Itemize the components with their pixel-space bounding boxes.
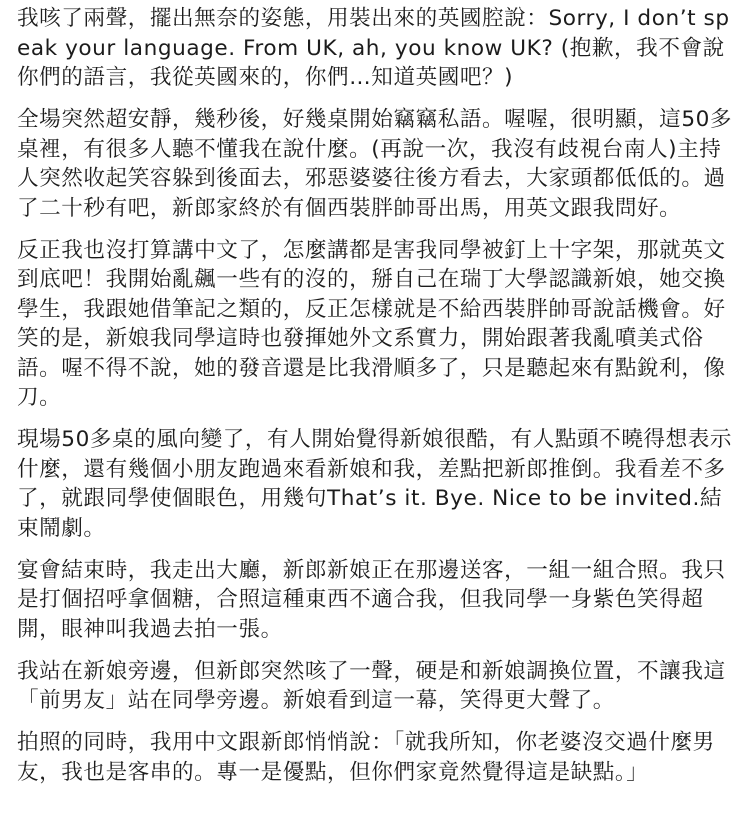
paragraph-7: 拍照的同時，我用中文跟新郎悄悄說：「就我所知，你老婆沒交過什麼男友，我也是客串的。專一是優點，但你們家竟然覺得這是缺點。」 bbox=[17, 730, 715, 785]
paragraph-2: 全場突然超安靜，幾秒後，好幾桌開始竊竊私語。喔喔，很明顯，這50多桌裡，有很多人聽不懂我在說什麼。(再說一次，我沒有歧視台南人)主持人突然收起笑容躲到後面去，邪惡婆婆往後方看去，大家頭都低低的。過了二十秒有吧，新郎家終於有個西裝胖帥哥出馬，用英文跟我問好。 bbox=[17, 107, 733, 221]
paragraph-6: 我站在新娘旁邊，但新郎突然咳了一聲，硬是和新娘調換位置，不讓我這「前男友」站在同學旁邊。新娘看到這一幕，笑得更大聲了。 bbox=[17, 658, 726, 713]
paragraph-1: 我咳了兩聲，擺出無奈的姿態，用裝出來的英國腔說：Sorry, I don’t speak your language. From UK, ah, you know UK? (抱歉，我不會說你們的語言，我從英國來的，你們…知道英國吧？) bbox=[17, 6, 730, 90]
paragraph-4: 現場50多桌的風向變了，有人開始覺得新娘很酷，有人點頭不曉得想表示什麼，還有幾個小朋友跑過來看新娘和我，差點把新郎推倒。我看差不多了，就跟同學使個眼色，用幾句That’s it. Bye. Nice to be invited.結束鬧劇。 bbox=[17, 427, 733, 541]
paragraph-5: 宴會結束時，我走出大廳，新郎新娘正在那邊送客，一組一組合照。我只是打個招呼拿個糖，合照這種東西不適合我，但我同學一身紫色笑得超開，眼神叫我過去拍一張。 bbox=[17, 557, 726, 642]
paragraph-3: 反正我也沒打算講中文了，怎麼講都是害我同學被釘上十字架，那就英文到底吧！我開始亂飆一些有的沒的，掰自己在瑞丁大學認識新娘，她交換學生，我跟她借筆記之類的，反正怎樣就是不給西裝胖帥哥說話機會。好笑的是，新娘我同學這時也發揮她外文系實力，開始跟著我亂噴美式俗語。喔不得不說，她的發音還是比我滑順多了，只是聽起來有點銳利，像刀。 bbox=[17, 237, 726, 410]
